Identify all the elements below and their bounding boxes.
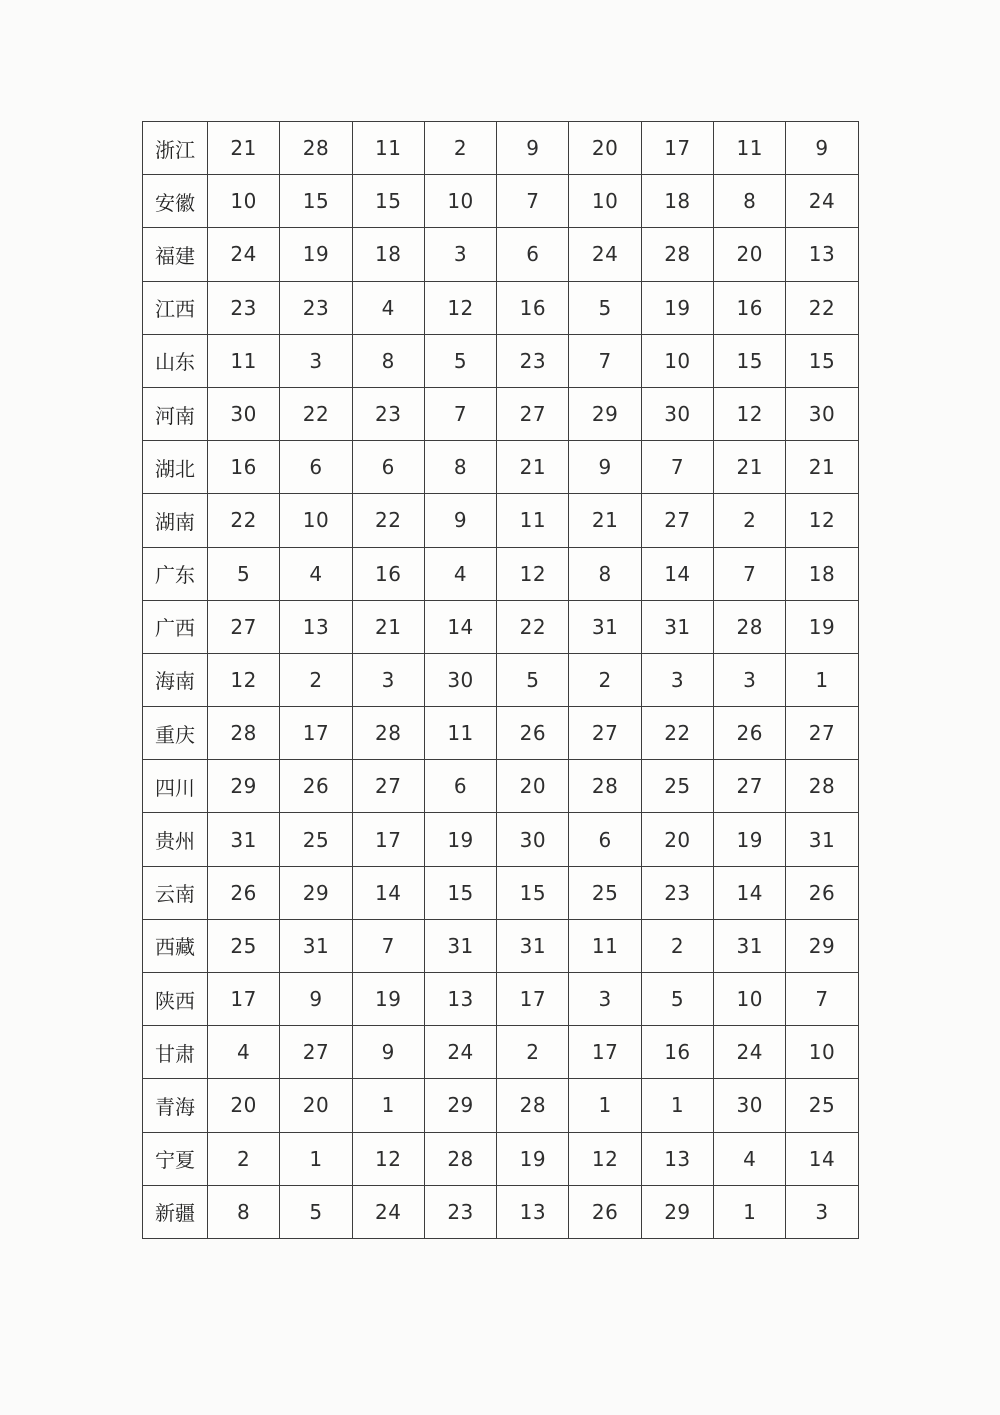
value-cell: 9 bbox=[786, 122, 858, 175]
value-cell: 7 bbox=[497, 175, 569, 228]
value-cell: 28 bbox=[714, 600, 786, 653]
value-cell: 26 bbox=[280, 760, 352, 813]
value-cell: 25 bbox=[786, 1079, 858, 1132]
value-cell: 17 bbox=[208, 973, 280, 1026]
province-name-cell: 河南 bbox=[143, 387, 208, 440]
value-cell: 30 bbox=[497, 813, 569, 866]
value-cell: 10 bbox=[786, 1026, 858, 1079]
table-row bbox=[143, 441, 859, 494]
value-cell: 3 bbox=[352, 653, 424, 706]
table-row bbox=[143, 1026, 859, 1079]
value-cell: 26 bbox=[786, 866, 858, 919]
value-cell: 16 bbox=[641, 1026, 713, 1079]
value-cell: 19 bbox=[497, 1132, 569, 1185]
province-name-cell: 新疆 bbox=[143, 1185, 208, 1238]
value-cell: 14 bbox=[641, 547, 713, 600]
value-cell: 22 bbox=[641, 707, 713, 760]
value-cell: 22 bbox=[786, 281, 858, 334]
table-body bbox=[143, 122, 859, 1239]
value-cell: 17 bbox=[497, 973, 569, 1026]
value-cell: 11 bbox=[714, 122, 786, 175]
value-cell: 4 bbox=[208, 1026, 280, 1079]
value-cell: 17 bbox=[569, 1026, 641, 1079]
value-cell: 15 bbox=[497, 866, 569, 919]
value-cell: 6 bbox=[424, 760, 496, 813]
value-cell: 17 bbox=[352, 813, 424, 866]
value-cell: 27 bbox=[497, 387, 569, 440]
value-cell: 10 bbox=[714, 973, 786, 1026]
table-row bbox=[143, 228, 859, 281]
value-cell: 31 bbox=[714, 919, 786, 972]
value-cell: 12 bbox=[569, 1132, 641, 1185]
value-cell: 10 bbox=[641, 334, 713, 387]
value-cell: 18 bbox=[641, 175, 713, 228]
value-cell: 3 bbox=[424, 228, 496, 281]
value-cell: 21 bbox=[714, 441, 786, 494]
table-row bbox=[143, 600, 859, 653]
value-cell: 5 bbox=[208, 547, 280, 600]
province-name-cell: 广东 bbox=[143, 547, 208, 600]
value-cell: 12 bbox=[208, 653, 280, 706]
province-name-cell: 福建 bbox=[143, 228, 208, 281]
value-cell: 3 bbox=[786, 1185, 858, 1238]
value-cell: 1 bbox=[280, 1132, 352, 1185]
value-cell: 2 bbox=[714, 494, 786, 547]
value-cell: 11 bbox=[569, 919, 641, 972]
value-cell: 16 bbox=[497, 281, 569, 334]
value-cell: 19 bbox=[641, 281, 713, 334]
value-cell: 21 bbox=[569, 494, 641, 547]
value-cell: 28 bbox=[352, 707, 424, 760]
value-cell: 12 bbox=[714, 387, 786, 440]
value-cell: 11 bbox=[352, 122, 424, 175]
value-cell: 23 bbox=[497, 334, 569, 387]
value-cell: 16 bbox=[352, 547, 424, 600]
value-cell: 30 bbox=[641, 387, 713, 440]
value-cell: 4 bbox=[280, 547, 352, 600]
value-cell: 19 bbox=[352, 973, 424, 1026]
value-cell: 4 bbox=[352, 281, 424, 334]
value-cell: 7 bbox=[641, 441, 713, 494]
value-cell: 6 bbox=[352, 441, 424, 494]
value-cell: 2 bbox=[497, 1026, 569, 1079]
value-cell: 20 bbox=[714, 228, 786, 281]
value-cell: 26 bbox=[208, 866, 280, 919]
value-cell: 24 bbox=[208, 228, 280, 281]
value-cell: 23 bbox=[280, 281, 352, 334]
value-cell: 6 bbox=[497, 228, 569, 281]
value-cell: 28 bbox=[424, 1132, 496, 1185]
value-cell: 4 bbox=[714, 1132, 786, 1185]
value-cell: 12 bbox=[352, 1132, 424, 1185]
table-row bbox=[143, 547, 859, 600]
province-name-cell: 宁夏 bbox=[143, 1132, 208, 1185]
table-row bbox=[143, 1185, 859, 1238]
value-cell: 14 bbox=[424, 600, 496, 653]
value-cell: 13 bbox=[786, 228, 858, 281]
value-cell: 13 bbox=[424, 973, 496, 1026]
value-cell: 8 bbox=[714, 175, 786, 228]
value-cell: 29 bbox=[280, 866, 352, 919]
table-row bbox=[143, 1079, 859, 1132]
value-cell: 7 bbox=[352, 919, 424, 972]
value-cell: 5 bbox=[641, 973, 713, 1026]
value-cell: 26 bbox=[569, 1185, 641, 1238]
value-cell: 27 bbox=[280, 1026, 352, 1079]
value-cell: 13 bbox=[280, 600, 352, 653]
value-cell: 9 bbox=[280, 973, 352, 1026]
value-cell: 17 bbox=[280, 707, 352, 760]
table-row bbox=[143, 122, 859, 175]
table-row bbox=[143, 334, 859, 387]
value-cell: 29 bbox=[641, 1185, 713, 1238]
value-cell: 28 bbox=[497, 1079, 569, 1132]
value-cell: 11 bbox=[208, 334, 280, 387]
value-cell: 19 bbox=[714, 813, 786, 866]
province-name-cell: 西藏 bbox=[143, 919, 208, 972]
value-cell: 15 bbox=[352, 175, 424, 228]
value-cell: 25 bbox=[641, 760, 713, 813]
value-cell: 30 bbox=[424, 653, 496, 706]
province-name-cell: 湖南 bbox=[143, 494, 208, 547]
value-cell: 14 bbox=[352, 866, 424, 919]
table-row bbox=[143, 494, 859, 547]
province-name-cell: 重庆 bbox=[143, 707, 208, 760]
table-row bbox=[143, 813, 859, 866]
value-cell: 3 bbox=[714, 653, 786, 706]
value-cell: 23 bbox=[208, 281, 280, 334]
value-cell: 7 bbox=[786, 973, 858, 1026]
value-cell: 29 bbox=[424, 1079, 496, 1132]
value-cell: 27 bbox=[641, 494, 713, 547]
value-cell: 22 bbox=[352, 494, 424, 547]
province-name-cell: 陕西 bbox=[143, 973, 208, 1026]
province-name-cell: 广西 bbox=[143, 600, 208, 653]
value-cell: 3 bbox=[641, 653, 713, 706]
value-cell: 1 bbox=[641, 1079, 713, 1132]
province-name-cell: 江西 bbox=[143, 281, 208, 334]
value-cell: 27 bbox=[352, 760, 424, 813]
value-cell: 29 bbox=[208, 760, 280, 813]
value-cell: 17 bbox=[641, 122, 713, 175]
value-cell: 31 bbox=[424, 919, 496, 972]
table-row bbox=[143, 973, 859, 1026]
value-cell: 11 bbox=[424, 707, 496, 760]
value-cell: 2 bbox=[208, 1132, 280, 1185]
value-cell: 5 bbox=[280, 1185, 352, 1238]
value-cell: 7 bbox=[424, 387, 496, 440]
value-cell: 9 bbox=[352, 1026, 424, 1079]
value-cell: 27 bbox=[569, 707, 641, 760]
value-cell: 31 bbox=[569, 600, 641, 653]
value-cell: 19 bbox=[280, 228, 352, 281]
value-cell: 15 bbox=[714, 334, 786, 387]
value-cell: 28 bbox=[641, 228, 713, 281]
value-cell: 21 bbox=[208, 122, 280, 175]
value-cell: 24 bbox=[352, 1185, 424, 1238]
value-cell: 6 bbox=[280, 441, 352, 494]
value-cell: 15 bbox=[280, 175, 352, 228]
value-cell: 24 bbox=[424, 1026, 496, 1079]
value-cell: 10 bbox=[208, 175, 280, 228]
value-cell: 14 bbox=[786, 1132, 858, 1185]
value-cell: 28 bbox=[280, 122, 352, 175]
value-cell: 19 bbox=[424, 813, 496, 866]
value-cell: 8 bbox=[424, 441, 496, 494]
table-row bbox=[143, 760, 859, 813]
value-cell: 24 bbox=[786, 175, 858, 228]
value-cell: 3 bbox=[280, 334, 352, 387]
value-cell: 27 bbox=[208, 600, 280, 653]
value-cell: 28 bbox=[208, 707, 280, 760]
value-cell: 8 bbox=[569, 547, 641, 600]
value-cell: 30 bbox=[786, 387, 858, 440]
value-cell: 2 bbox=[569, 653, 641, 706]
value-cell: 31 bbox=[497, 919, 569, 972]
table-row bbox=[143, 653, 859, 706]
value-cell: 13 bbox=[641, 1132, 713, 1185]
province-name-cell: 贵州 bbox=[143, 813, 208, 866]
table-row bbox=[143, 281, 859, 334]
value-cell: 22 bbox=[280, 387, 352, 440]
province-name-cell: 云南 bbox=[143, 866, 208, 919]
value-cell: 24 bbox=[569, 228, 641, 281]
value-cell: 30 bbox=[714, 1079, 786, 1132]
value-cell: 22 bbox=[497, 600, 569, 653]
value-cell: 31 bbox=[280, 919, 352, 972]
value-cell: 16 bbox=[714, 281, 786, 334]
value-cell: 11 bbox=[497, 494, 569, 547]
value-cell: 23 bbox=[424, 1185, 496, 1238]
value-cell: 20 bbox=[569, 122, 641, 175]
value-cell: 28 bbox=[569, 760, 641, 813]
table-row bbox=[143, 707, 859, 760]
value-cell: 28 bbox=[786, 760, 858, 813]
value-cell: 6 bbox=[569, 813, 641, 866]
value-cell: 10 bbox=[280, 494, 352, 547]
value-cell: 30 bbox=[208, 387, 280, 440]
province-name-cell: 安徽 bbox=[143, 175, 208, 228]
value-cell: 4 bbox=[424, 547, 496, 600]
value-cell: 21 bbox=[352, 600, 424, 653]
province-name-cell: 青海 bbox=[143, 1079, 208, 1132]
value-cell: 27 bbox=[714, 760, 786, 813]
value-cell: 3 bbox=[569, 973, 641, 1026]
value-cell: 29 bbox=[786, 919, 858, 972]
value-cell: 10 bbox=[424, 175, 496, 228]
value-cell: 27 bbox=[786, 707, 858, 760]
value-cell: 25 bbox=[569, 866, 641, 919]
province-name-cell: 浙江 bbox=[143, 122, 208, 175]
value-cell: 7 bbox=[569, 334, 641, 387]
value-cell: 20 bbox=[497, 760, 569, 813]
province-data-table bbox=[142, 121, 859, 1239]
value-cell: 26 bbox=[714, 707, 786, 760]
value-cell: 19 bbox=[786, 600, 858, 653]
table-row bbox=[143, 175, 859, 228]
value-cell: 1 bbox=[714, 1185, 786, 1238]
province-name-cell: 四川 bbox=[143, 760, 208, 813]
table-row bbox=[143, 1132, 859, 1185]
province-name-cell: 山东 bbox=[143, 334, 208, 387]
value-cell: 31 bbox=[208, 813, 280, 866]
value-cell: 1 bbox=[786, 653, 858, 706]
value-cell: 23 bbox=[641, 866, 713, 919]
value-cell: 18 bbox=[786, 547, 858, 600]
value-cell: 10 bbox=[569, 175, 641, 228]
value-cell: 7 bbox=[714, 547, 786, 600]
value-cell: 2 bbox=[641, 919, 713, 972]
value-cell: 20 bbox=[280, 1079, 352, 1132]
value-cell: 14 bbox=[714, 866, 786, 919]
value-cell: 5 bbox=[569, 281, 641, 334]
province-name-cell: 湖北 bbox=[143, 441, 208, 494]
value-cell: 15 bbox=[786, 334, 858, 387]
province-name-cell: 海南 bbox=[143, 653, 208, 706]
value-cell: 5 bbox=[424, 334, 496, 387]
value-cell: 1 bbox=[569, 1079, 641, 1132]
value-cell: 12 bbox=[497, 547, 569, 600]
value-cell: 25 bbox=[280, 813, 352, 866]
value-cell: 21 bbox=[786, 441, 858, 494]
value-cell: 29 bbox=[569, 387, 641, 440]
value-cell: 13 bbox=[497, 1185, 569, 1238]
value-cell: 12 bbox=[786, 494, 858, 547]
province-name-cell: 甘肃 bbox=[143, 1026, 208, 1079]
table-row bbox=[143, 387, 859, 440]
value-cell: 25 bbox=[208, 919, 280, 972]
value-cell: 20 bbox=[641, 813, 713, 866]
value-cell: 16 bbox=[208, 441, 280, 494]
value-cell: 20 bbox=[208, 1079, 280, 1132]
table-row bbox=[143, 919, 859, 972]
value-cell: 31 bbox=[641, 600, 713, 653]
value-cell: 2 bbox=[280, 653, 352, 706]
table-row bbox=[143, 866, 859, 919]
value-cell: 24 bbox=[714, 1026, 786, 1079]
value-cell: 23 bbox=[352, 387, 424, 440]
value-cell: 9 bbox=[497, 122, 569, 175]
value-cell: 12 bbox=[424, 281, 496, 334]
value-cell: 15 bbox=[424, 866, 496, 919]
value-cell: 9 bbox=[424, 494, 496, 547]
value-cell: 1 bbox=[352, 1079, 424, 1132]
value-cell: 26 bbox=[497, 707, 569, 760]
value-cell: 22 bbox=[208, 494, 280, 547]
value-cell: 5 bbox=[497, 653, 569, 706]
value-cell: 2 bbox=[424, 122, 496, 175]
value-cell: 8 bbox=[352, 334, 424, 387]
value-cell: 8 bbox=[208, 1185, 280, 1238]
value-cell: 9 bbox=[569, 441, 641, 494]
value-cell: 18 bbox=[352, 228, 424, 281]
value-cell: 31 bbox=[786, 813, 858, 866]
value-cell: 21 bbox=[497, 441, 569, 494]
